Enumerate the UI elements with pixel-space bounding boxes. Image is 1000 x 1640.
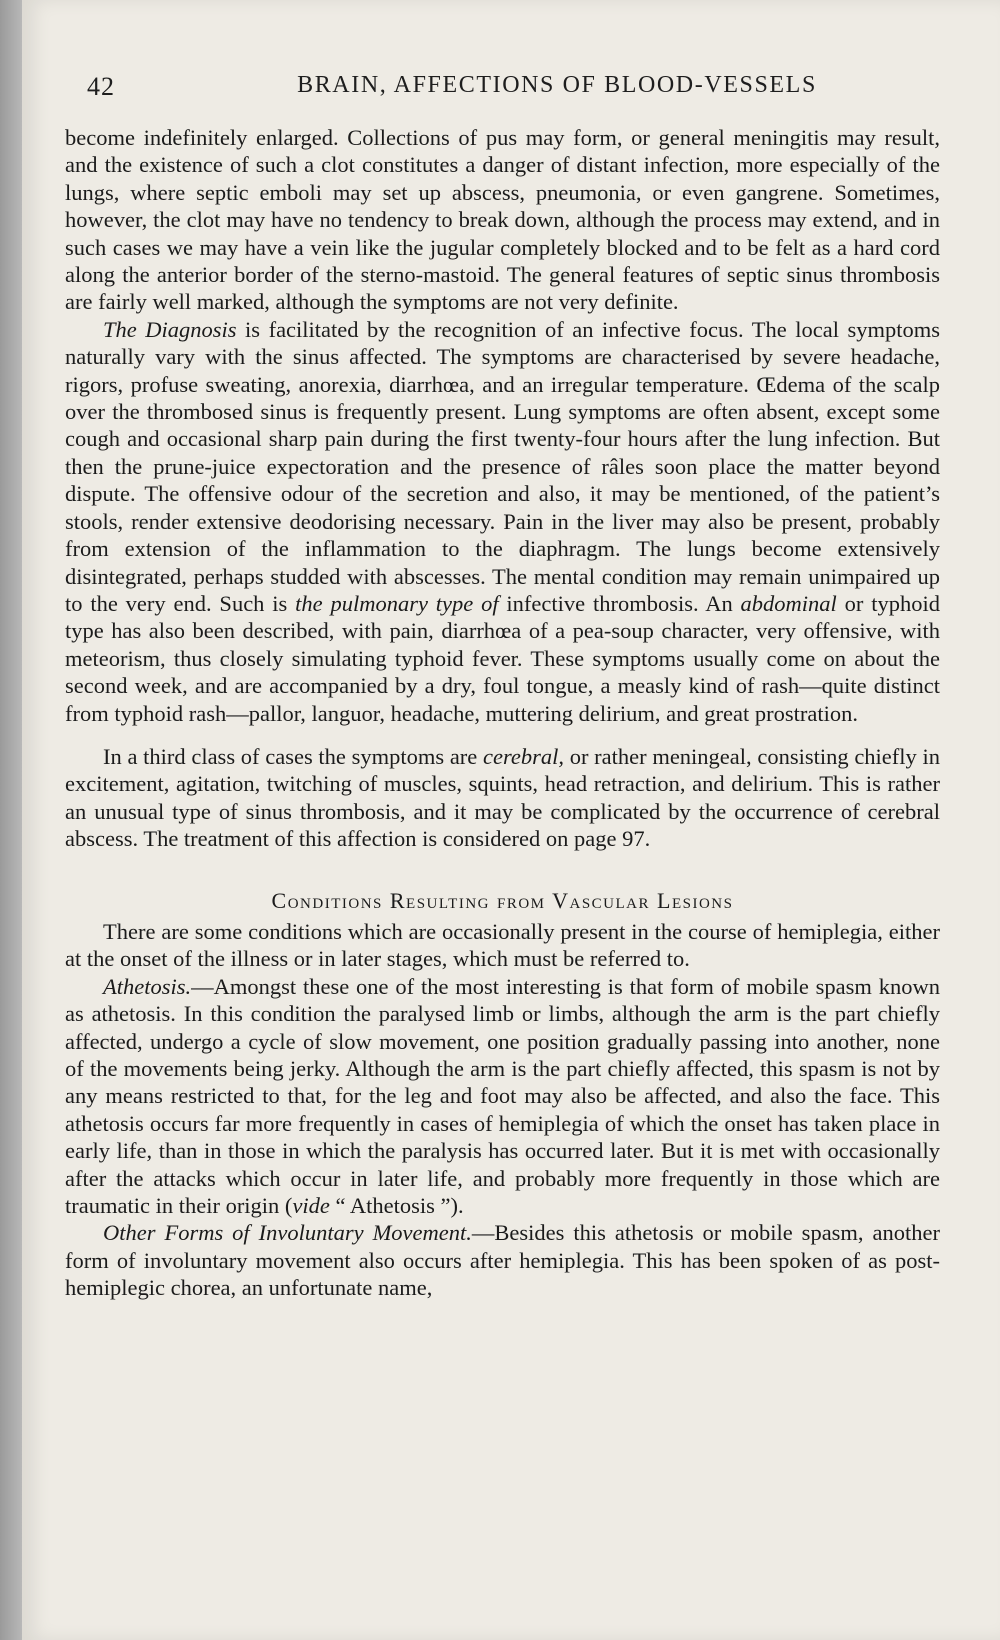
paragraph-text: is facilitated by the recognition of an infective focus. The local symptoms naturally vary with the sinus affected. The symptoms are characterised by severe headache, rigors, profuse sweating, anorexia, diarrhœa, and an irregular temperature. Œdema of the scalp over the thrombosed sinus is frequently present. Lung symptoms are often absent, except some cough and occasional sharp pain during the first twenty-four hours after the lung infection. But then the prune-juice expectoration and the presence of râles soon place the matter beyond dispute. The offensive odour of the secretion and also, it may be mentioned, of the patient’s stools, render extensive deodorising necessary. Pain in the liver may also be present, probably from extension of the inflammation to the diaphragm. The lungs become extensively disintegrated, perhaps studded with abscesses. The mental condition may remain unimpaired up to the very end. Such is <box>65 316 940 616</box>
page-number: 42 <box>87 72 115 101</box>
italic-lead: Athetosis. <box>103 973 192 999</box>
section-heading: Conditions Resulting from Vascular Lesions <box>271 887 734 913</box>
paragraph-conditions-intro <box>65 918 940 973</box>
paragraph-text: In a third class of cases the symptoms are <box>103 743 483 769</box>
italic-lead: The Diagnosis <box>103 316 237 342</box>
paragraph-diagnosis <box>65 316 940 727</box>
paragraph-text: become indefinitely enlarged. Collections of pus may form, or general meningitis may result, and the existence of such a clot constitutes a danger of distant infection, more especially of the lungs, where septic emboli may set up abscess, pneumonia, or even gangrene. Sometimes, however, the clot may have no tendency to break down, although the process may extend, and in such cases we may have a vein like the jugular completely blocked and to be felt as a hard cord along the anterior border of the sterno-mastoid. The general features of septic sinus thrombosis are fairly well marked, although the symptoms are not very definite. <box>65 125 940 315</box>
italic-term: the pulmonary type of <box>295 590 499 616</box>
italic-term: cerebral, <box>482 743 564 769</box>
paragraph-text: There are some conditions which are occasionally present in the course of hemiplegia, either at the onset of the illness or in later stages, which must be referred to. <box>65 918 940 972</box>
book-gutter <box>0 0 22 1640</box>
paragraph-involuntary-movement <box>65 1219 940 1301</box>
running-title: BRAIN, AFFECTIONS OF BLOOD-VESSELS <box>297 72 817 98</box>
paragraph-text: —Amongst these one of the most interesting is that form of mobile spasm known as athetosis. In this condition the paralysed limb or limbs, although the arm is the part chiefly affected, undergo a cycle of slow movement, one position gradually passing into another, none of the movements being jerky. Although the arm is the part chiefly affected, this spasm is not by any means restricted to that, for the leg and foot may also be affected, and also the face. This athetosis occurs far more frequently in cases of hemiplegia of which the onset has taken place in early life, than in those in which the paralysis has occurred later. But it is met with occasionally after the attacks which occur in later life, and probably more frequently in those which are traumatic in their origin ( <box>65 973 940 1219</box>
paragraph-cerebral-type <box>65 743 940 853</box>
paragraph-text: “ Athetosis ”). <box>329 1193 464 1219</box>
italic-term: vide <box>292 1193 330 1219</box>
paragraph-text: —Besides this athetosis or mobile spasm, another form of involuntary movement also occurs after hemiplegia. This has been spoken of as post-hemiplegic chorea, an unfortunate name, <box>65 1220 940 1301</box>
paragraph-text: or typhoid type has also been described, with pain, diarrhœa of a pea-soup character, very offensive, with meteorism, thus closely simulating typhoid fever. These symptoms usually come on about the second week, and are accompanied by a dry, foul tongue, a measly kind of rash—quite distinct from typhoid rash—pallor, languor, headache, muttering delirium, and great prostration. <box>65 590 940 726</box>
page-body <box>65 124 940 1302</box>
paragraph-septic-clot <box>65 124 940 316</box>
italic-lead: Other Forms of Involuntary Movement. <box>103 1220 472 1246</box>
paragraph-text: or rather meningeal, consisting chiefly in excitement, agitation, twitching of muscles, squints, head retraction, and delirium. This is rather an unusual type of sinus thrombosis, and it may be complicated by the occurrence of cerebral abscess. The treatment of this affection is considered on page 97. <box>65 743 940 852</box>
page-header <box>87 72 962 112</box>
paragraph-text: infective thrombosis. An <box>498 590 741 616</box>
paragraph-athetosis <box>65 973 940 1220</box>
italic-term: abdominal <box>740 590 837 616</box>
